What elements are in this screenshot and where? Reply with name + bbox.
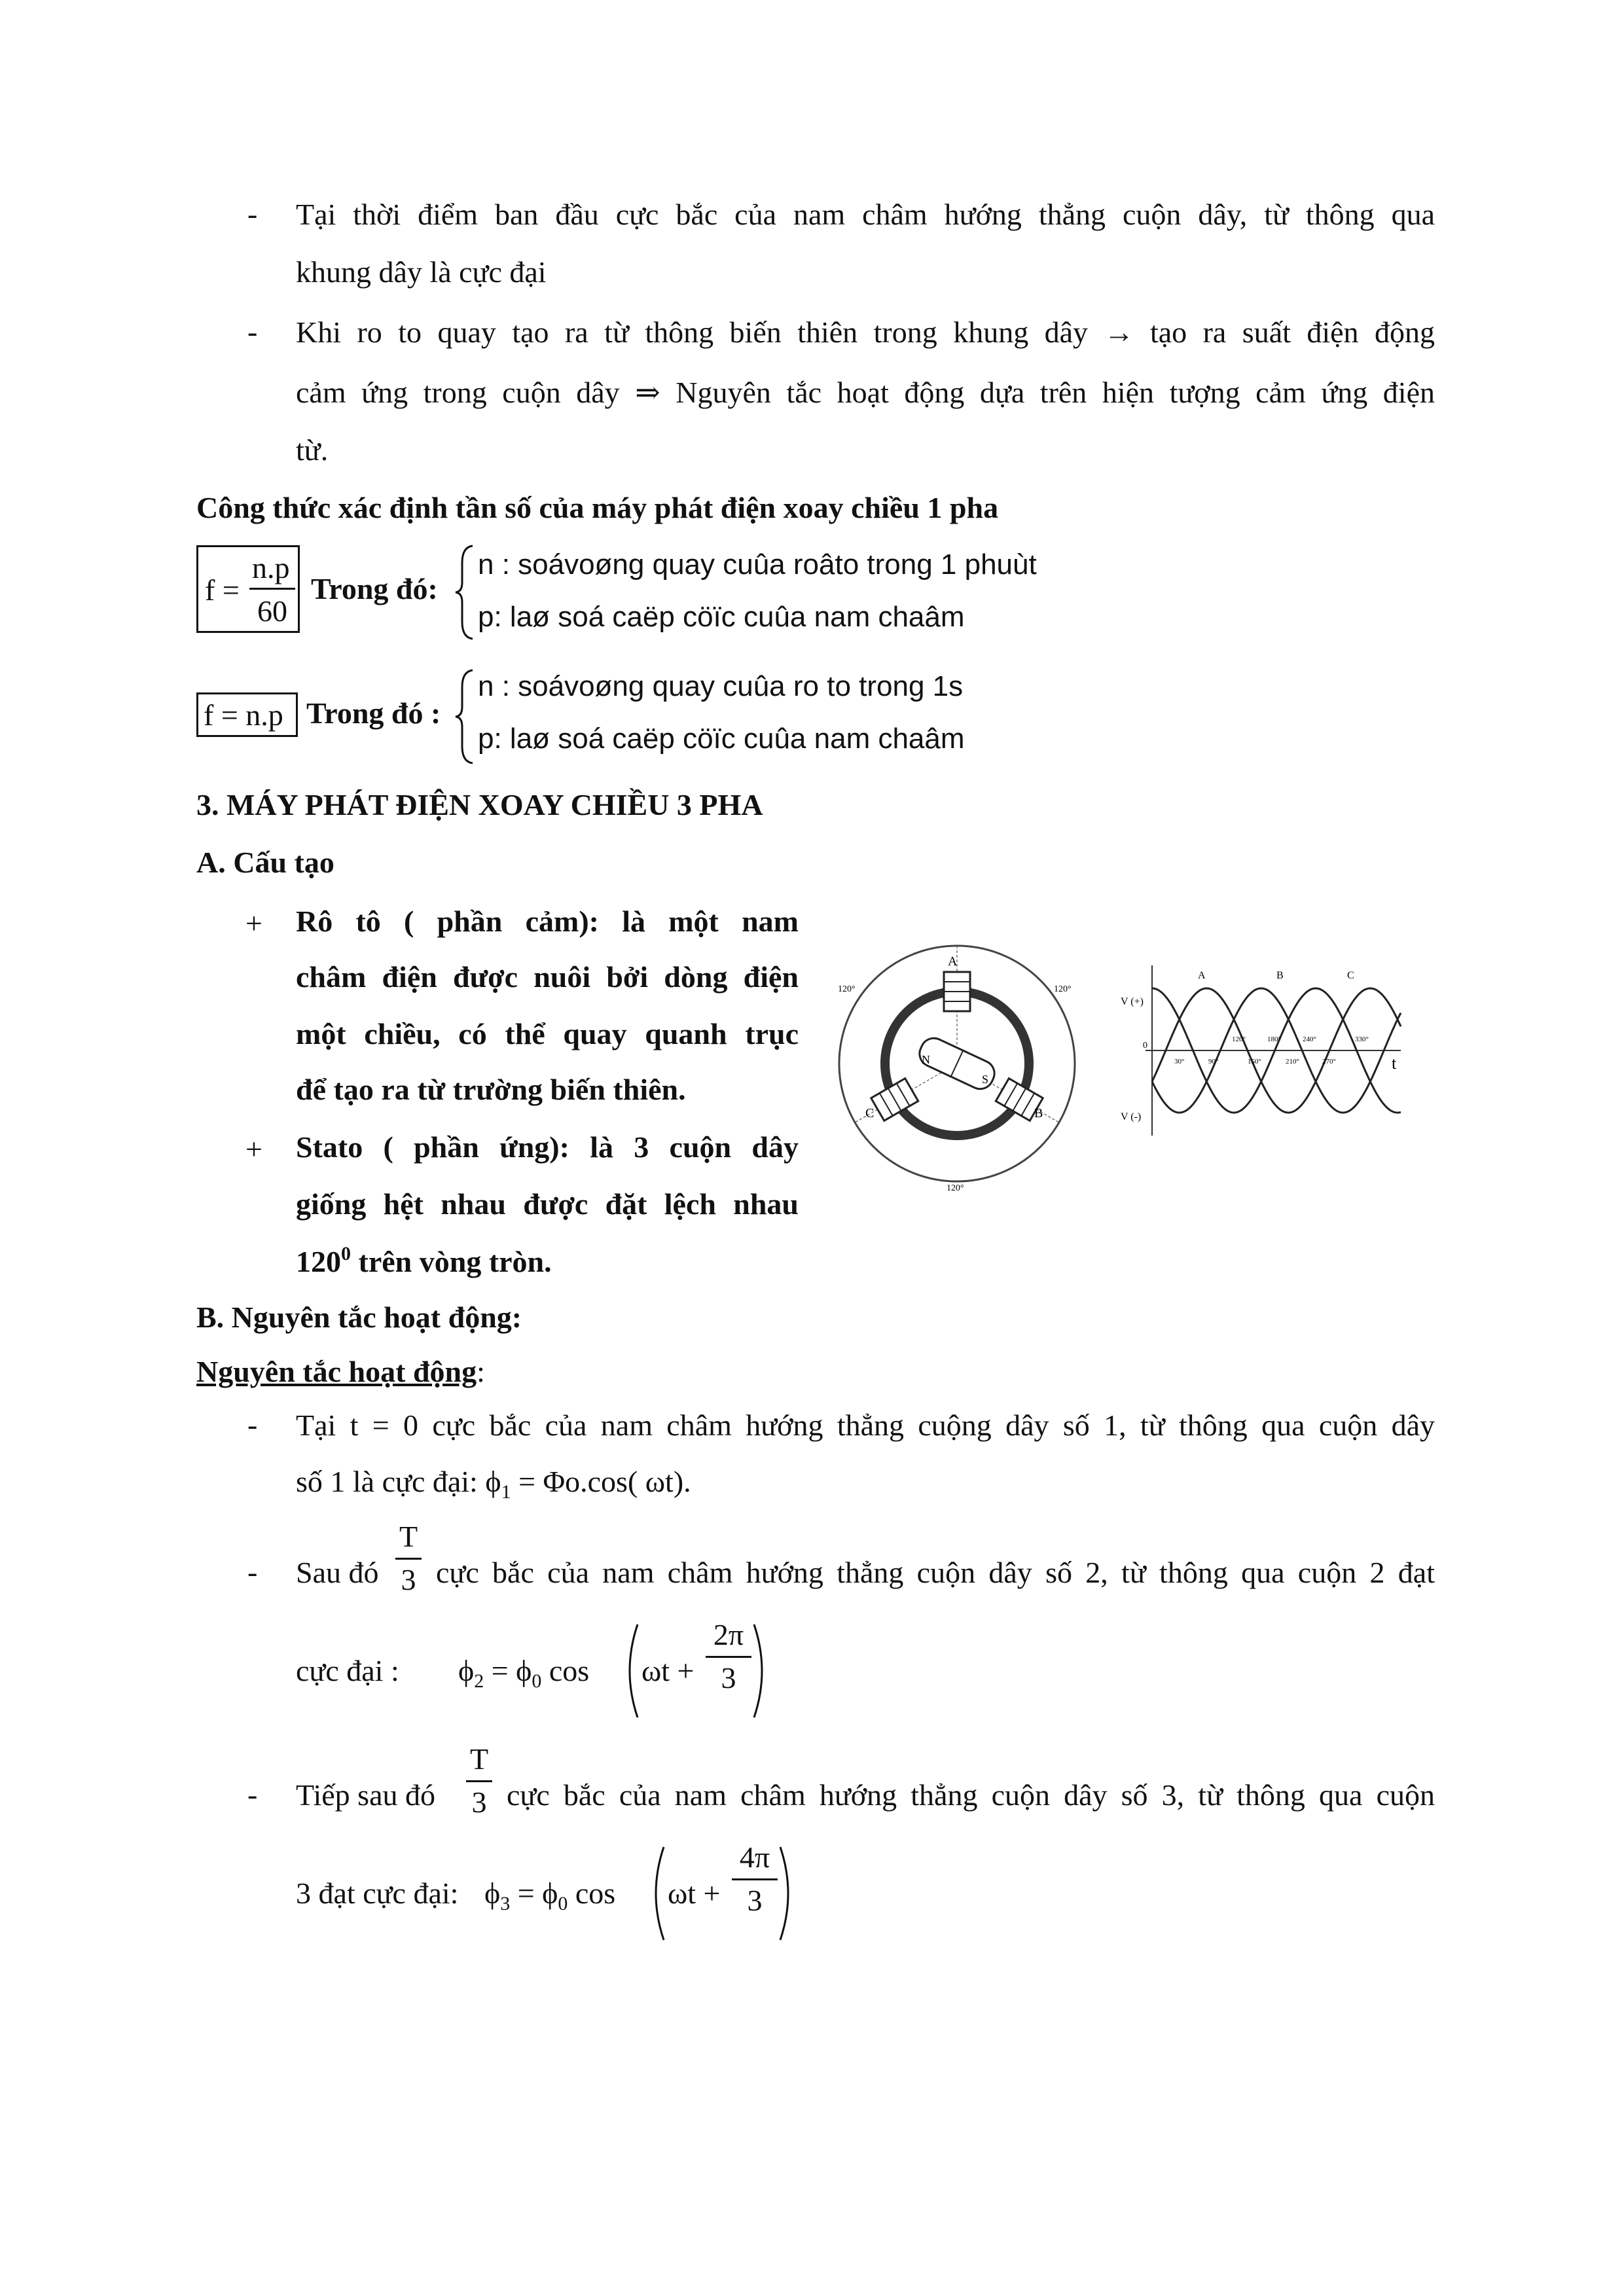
- stator-rest: trên vòng tròn.: [351, 1245, 552, 1278]
- fraction-bar: [706, 1656, 751, 1658]
- generator-diagram: [826, 933, 1088, 1194]
- principle-1-pre: số 1 là cực đại:: [296, 1465, 486, 1498]
- phi-subscript: 2: [474, 1670, 484, 1692]
- formula1-lhs: f =: [205, 573, 240, 607]
- section-3-title: 3. MÁY PHÁT ĐIỆN XOAY CHIỀU 3 PHA: [196, 788, 763, 821]
- fraction-bar: [732, 1878, 778, 1880]
- eq3-wt: ωt +: [668, 1876, 721, 1910]
- zero-label: 0: [1143, 1041, 1147, 1050]
- bullet-2-line2: cảm ứng trong cuộn dây ⇒ Nguyên tắc hoạt động dựa trên hiện tượng cảm ứng điện: [296, 376, 1435, 409]
- eq2-lhs: [458, 1653, 589, 1693]
- plus-marker: +: [245, 906, 262, 940]
- eq3-lhs: [484, 1875, 615, 1916]
- bullet-dash: -: [247, 1408, 258, 1441]
- formula2-label: Trong đó :: [306, 696, 441, 730]
- phi0-subscript: 0: [532, 1670, 542, 1692]
- phi-subscript: 1: [501, 1481, 511, 1503]
- fraction-t-den: 3: [401, 1563, 416, 1596]
- stator-line1: Stato ( phần ứng): là 3 cuộn dây: [296, 1130, 799, 1164]
- eq2-num: 2π: [713, 1618, 744, 1651]
- right-paren: [778, 1844, 797, 1943]
- cos-fn: cos: [549, 1654, 590, 1687]
- phi-symbol: ϕ: [484, 1876, 501, 1910]
- angle-label-right: 120°: [1054, 984, 1072, 994]
- phi-symbol: ϕ: [485, 1465, 501, 1498]
- cos-fn: cos: [575, 1876, 616, 1910]
- rotor-n-label: N: [922, 1053, 930, 1066]
- phi0-subscript: 0: [558, 1893, 568, 1914]
- principle-label: Nguyên tắc hoạt động: [196, 1355, 477, 1388]
- phi0-symbol: ϕ: [516, 1654, 532, 1687]
- fraction-bar: [249, 588, 295, 590]
- eq2-wt: ωt +: [641, 1654, 695, 1687]
- formula2-p-line: p: laø soá caëp cöïc cuûa nam chaâm: [478, 723, 965, 755]
- rotor-s-label: S: [982, 1073, 989, 1086]
- eq3-num: 4π: [739, 1840, 770, 1874]
- principle-1-rest: = Φo.cos( ωt).: [511, 1465, 691, 1498]
- formula1-n-line: n : soávoøng quay cuûa roâto trong 1 phuùt: [478, 548, 1037, 581]
- eq3-den: 3: [747, 1884, 763, 1917]
- bullet-2-line3: từ.: [296, 433, 329, 467]
- bottom-mark: 270°: [1322, 1058, 1336, 1066]
- bullet-1-line1: Tại thời điểm ban đầu cực bắc của nam châm hướng thẳng cuộn dây, từ thông qua: [296, 198, 1435, 231]
- fraction-bar: [395, 1558, 422, 1560]
- v-minus-label: V (-): [1121, 1111, 1142, 1122]
- eq2-den: 3: [721, 1661, 736, 1695]
- angle-label-bottom: 120°: [947, 1183, 964, 1193]
- curly-brace: [453, 668, 479, 766]
- coil-a-label: A: [948, 954, 958, 969]
- formula1-label: Trong đó:: [311, 572, 438, 605]
- fraction-t-num: T: [399, 1520, 418, 1553]
- angle-label-left: 120°: [838, 984, 856, 994]
- principle-2-post: cực bắc của nam châm hướng thẳng cuộn dây số 2, từ thông qua cuộn 2 đạt: [436, 1556, 1435, 1589]
- rotor-line4: để tạo ra từ trường biến thiên.: [296, 1073, 686, 1106]
- formula1-denominator: 60: [257, 594, 287, 628]
- bullet-dash: -: [247, 1778, 258, 1811]
- stator-angle: 120: [296, 1245, 341, 1278]
- formula-heading: Công thức xác định tần số của máy phát điện xoay chiều 1 pha: [196, 491, 999, 524]
- right-paren: [751, 1622, 771, 1720]
- principle-3-post: cực bắc của nam châm hướng thẳng cuộn dây số 3, từ thông qua cuộn: [507, 1778, 1435, 1812]
- formula2-n-line: n : soávoøng quay cuûa ro to trong 1s: [478, 670, 964, 702]
- stator-angle-sup: 0: [341, 1243, 351, 1265]
- three-phase-waveform: [1119, 959, 1407, 1142]
- plus-marker: +: [245, 1132, 262, 1166]
- principle-1-line1: Tại t = 0 cực bắc của nam châm hướng thẳng cuộng dây số 1, từ thông qua cuộn dây: [296, 1408, 1435, 1442]
- phi-symbol: ϕ: [458, 1654, 475, 1687]
- principle-2-line2: cực đại :: [296, 1654, 399, 1687]
- principle-heading: [196, 1354, 485, 1390]
- principle-3-line2: 3 đạt cực đại:: [296, 1876, 459, 1910]
- top-mark: 180°: [1267, 1035, 1281, 1043]
- principle-3-pre: Tiếp sau đó: [296, 1778, 435, 1812]
- left-paren: [647, 1844, 666, 1943]
- phase-a-label: A: [1198, 970, 1206, 981]
- rotor-line3: một chiều, có thể quay quanh trục: [296, 1017, 799, 1050]
- v-plus-label: V (+): [1121, 996, 1144, 1007]
- formula1-numerator: n.p: [252, 551, 290, 584]
- phase-b-label: B: [1276, 970, 1284, 981]
- formula1-p-line: p: laø soá caëp cöïc cuûa nam chaâm: [478, 601, 965, 633]
- top-mark: 240°: [1303, 1035, 1316, 1043]
- bullet-1-line2: khung dây là cực đại: [296, 255, 547, 289]
- coil-a: [944, 972, 970, 1011]
- stator-line2: giống hệt nhau được đặt lệch nhau: [296, 1187, 799, 1221]
- subsection-b-title: B. Nguyên tắc hoạt động:: [196, 1300, 522, 1334]
- coil-c-label: C: [865, 1106, 875, 1121]
- t-label: t: [1392, 1054, 1397, 1073]
- phi-subscript: 3: [500, 1893, 511, 1914]
- principle-colon: :: [477, 1355, 485, 1388]
- subsection-a-title: A. Cấu tạo: [196, 846, 334, 879]
- principle-1-line2: [296, 1463, 691, 1504]
- phi0-symbol: ϕ: [542, 1876, 558, 1910]
- bullet-dash: -: [247, 197, 258, 230]
- rotor-line1: Rô tô ( phần cảm): là một nam: [296, 905, 799, 938]
- bottom-mark: 90°: [1208, 1058, 1219, 1066]
- fraction-t-num: T: [469, 1742, 489, 1776]
- top-mark: 330°: [1355, 1035, 1369, 1043]
- formula2-box: f = n.p: [196, 692, 298, 737]
- equals: =: [491, 1654, 509, 1687]
- bottom-mark: 30°: [1174, 1058, 1185, 1066]
- phase-c-label: C: [1347, 970, 1354, 981]
- curly-brace: [453, 543, 479, 641]
- bullet-2-line1: Khi ro to quay tạo ra từ thông biến thiên trong khung dây → tạo ra suất điện động: [296, 315, 1435, 349]
- bullet-dash: -: [247, 1555, 258, 1588]
- left-paren: [621, 1622, 640, 1720]
- coil-b-label: B: [1034, 1106, 1043, 1121]
- bullet-dash: -: [247, 315, 258, 348]
- stator-line3: [296, 1242, 552, 1280]
- fraction-bar: [466, 1780, 492, 1782]
- bottom-mark: 150°: [1248, 1058, 1261, 1066]
- top-mark: 120°: [1232, 1035, 1246, 1043]
- fraction-t-den: 3: [471, 1785, 487, 1819]
- principle-2-pre: Sau đó: [296, 1556, 379, 1589]
- formula1-box: [196, 545, 300, 633]
- equals: =: [517, 1876, 535, 1910]
- bottom-mark: 210°: [1286, 1058, 1299, 1066]
- rotor-line2: châm điện được nuôi bởi dòng điện: [296, 960, 799, 994]
